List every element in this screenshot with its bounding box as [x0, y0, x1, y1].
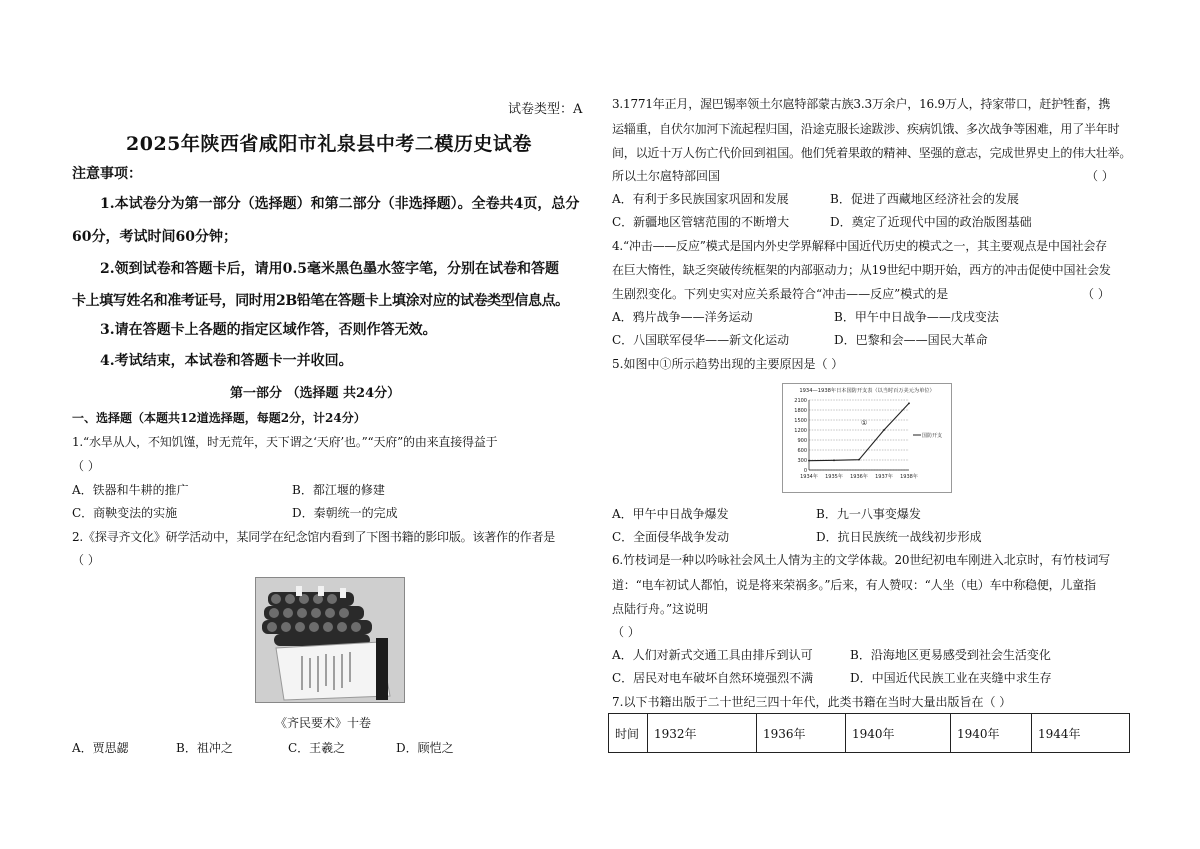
x-tick-label: 1934年: [800, 474, 818, 480]
q4-line-1: 4.“冲击——反应”模式是国内外史学界解释中国近代历史的模式之一，其主要观点是中国社会存: [612, 239, 1107, 253]
q6-option-c[interactable]: C．居民对电车破坏自然环境强烈不满: [612, 671, 814, 685]
q3-line-4: 所以土尔扈特部回国: [612, 169, 721, 183]
table-cell-time: 时间: [609, 714, 648, 753]
q7-table: [608, 713, 1130, 753]
table-cell: 1936年: [757, 714, 846, 753]
q4-line-2: 在巨大惰性，缺乏突破传统框架的内部驱动力；从19世纪中期开始，西方的冲击促使中国社会发: [612, 263, 1111, 277]
q1-option-d[interactable]: D．秦朝统一的完成: [292, 506, 398, 520]
q1-option-c[interactable]: C．商鞅变法的实施: [72, 506, 178, 520]
q5-option-b[interactable]: B．九一八事变爆发: [816, 507, 921, 521]
legend-label: 国防开支: [922, 432, 943, 439]
x-tick-label: 1937年: [875, 474, 893, 480]
chart-series-line: [809, 403, 909, 460]
q5-option-c[interactable]: C．全面侵华战争发动: [612, 530, 730, 544]
q6-option-a[interactable]: A．人们对新式交通工具由排斥到认可: [612, 648, 813, 662]
q1-option-b[interactable]: B．都江堰的修建: [292, 483, 385, 497]
q7-stem: 7.以下书籍出版于二十世纪三四十年代，此类书籍在当时大量出版旨在（ ）: [612, 695, 1012, 709]
part1-heading: 第一部分 （选择题 共24分）: [230, 386, 401, 401]
q6-option-b[interactable]: B．沿海地区更易感受到社会生活变化: [850, 648, 1051, 662]
notice-item-1-cont: 60分，考试时间60分钟；: [72, 229, 237, 245]
q6-paren: （ ）: [612, 625, 640, 639]
notice-item-3: 3.请在答题卡上各题的指定区域作答，否则作答无效。: [100, 322, 437, 338]
y-tick-label: 300: [797, 457, 807, 464]
y-tick-label: 1200: [794, 427, 807, 434]
q5-option-d[interactable]: D．抗日民族统一战线初步形成: [816, 530, 982, 544]
q1-option-a[interactable]: A．铁器和牛耕的推广: [72, 483, 189, 497]
table-cell: 1940年: [846, 714, 951, 753]
chart-title: 1934—1938年日本国防开支表（以当时百万美元为单位）: [799, 388, 935, 394]
y-tick-label: 1500: [794, 417, 807, 424]
x-tick-label: 1935年: [825, 474, 843, 480]
notice-item-1: 1.本试卷分为第一部分（选择题）和第二部分（非选择题）。全卷共4页，总分: [100, 196, 580, 212]
q3-line-1: 3.1771年正月，渥巴锡率领土尔扈特部蒙古族3.3万余户，16.9万人，持家带口，赶护牲畜，携: [612, 97, 1111, 111]
book-photo-illustration: [256, 578, 404, 702]
notice-item-2: 2.领到试卷和答题卡后，请用0.5毫米黑色墨水签字笔，分别在试卷和答题: [100, 261, 559, 277]
q2-option-d[interactable]: D．顾恺之: [396, 741, 454, 755]
chart-point: [908, 402, 910, 404]
q4-line-3: 生剧烈变化。下列史实对应关系最符合“冲击——反应”模式的是: [612, 287, 949, 301]
q4-option-a[interactable]: A．鸦片战争——洋务运动: [612, 310, 753, 324]
defense-spending-chart: [782, 383, 952, 493]
q4-option-c[interactable]: C．八国联军侵华——新文化运动: [612, 333, 790, 347]
chart-annotation: ①: [861, 419, 868, 427]
notice-heading: 注意事项：: [72, 166, 142, 182]
notice-item-2-cont: 卡上填写姓名和准考证号，同时用2B铅笔在答题卡上填涂对应的试卷类型信息点。: [72, 293, 569, 309]
paper-type: 试卷类型：A: [508, 102, 583, 117]
q6-line-3: 点陆行舟。”这说明: [612, 602, 709, 616]
q2-stem: 2.《探寻齐文化》研学活动中，某同学在纪念馆内看到了下图书籍的影印版。该著作的作者是: [72, 530, 556, 544]
q3-option-a[interactable]: A．有利于多民族国家巩固和发展: [612, 192, 789, 206]
chart-svg: [783, 384, 951, 492]
y-tick-label: 0: [803, 467, 807, 474]
chart-point: [808, 460, 810, 462]
x-tick-label: 1936年: [850, 474, 868, 480]
q1-paren: （ ）: [72, 459, 100, 473]
q4-paren: （ ）: [1082, 287, 1110, 301]
x-tick-label: 1938年: [900, 474, 918, 480]
q3-option-c[interactable]: C．新疆地区管辖范围的不断增大: [612, 215, 790, 229]
q2-paren: （ ）: [72, 553, 100, 567]
table-row: [609, 714, 1130, 753]
q6-line-1: 6.竹枝词是一种以吟咏社会风土人情为主的文学体裁。20世纪初电车刚进入北京时，有竹枝词写: [612, 553, 1110, 567]
q5-option-a[interactable]: A．甲午中日战争爆发: [612, 507, 729, 521]
book-photo: [255, 577, 405, 703]
q3-option-b[interactable]: B．促进了西藏地区经济社会的发展: [830, 192, 1019, 206]
q2-option-a[interactable]: A．贾思勰: [72, 741, 129, 755]
q4-option-b[interactable]: B．甲午中日战争——戊戌变法: [834, 310, 999, 324]
page-title: 2025年陕西省咸阳市礼泉县中考二模历史试卷: [126, 133, 532, 155]
q4-option-d[interactable]: D．巴黎和会——国民大革命: [834, 333, 988, 347]
y-tick-label: 1800: [794, 407, 807, 414]
table-cell: 1940年: [951, 714, 1032, 753]
q3-line-3: 间，以近十万人伤亡代价回到祖国。他们凭着果敢的精神、坚强的意志，完成世界史上的伟大壮举。: [612, 146, 1132, 160]
y-tick-label: 2100: [794, 397, 807, 404]
table-cell: 1932年: [648, 714, 757, 753]
q3-paren: （ ）: [1086, 169, 1114, 183]
q6-option-d[interactable]: D．中国近代民族工业在夹缝中求生存: [850, 671, 1052, 685]
y-tick-label: 600: [797, 447, 807, 454]
chart-point: [833, 459, 835, 461]
section-heading: 一、选择题（本题共12道选择题，每题2分，计24分）: [72, 411, 366, 425]
y-tick-label: 900: [797, 437, 807, 444]
chart-point: [883, 429, 885, 431]
q1-stem: 1.“水旱从人，不知饥馑，时无荒年，天下谓之‘天府’也。”“天府”的由来直接得益于: [72, 435, 498, 449]
q5-stem: 5.如图中①所示趋势出现的主要原因是（ ）: [612, 357, 844, 371]
q3-option-d[interactable]: D．奠定了近现代中国的政治版图基础: [830, 215, 1032, 229]
q2-caption: 《齐民要术》十卷: [275, 716, 372, 730]
q6-line-2: 道：“电车初试人都怕，说是将来荣祸多。”后来，有人赞叹：“人坐（电）车中称稳便，儿童指: [612, 578, 1096, 592]
notice-item-4: 4.考试结束，本试卷和答题卡一并收回。: [100, 353, 353, 369]
table-cell: 1944年: [1032, 714, 1130, 753]
chart-point: [858, 459, 860, 461]
q2-option-b[interactable]: B．祖冲之: [176, 741, 233, 755]
q2-option-c[interactable]: C．王羲之: [288, 741, 346, 755]
q3-line-2: 运辎重，自伏尔加河下流起程归国，沿途克服长途跋涉、疾病饥饿、多次战争等困难，用了半年时: [612, 122, 1120, 136]
